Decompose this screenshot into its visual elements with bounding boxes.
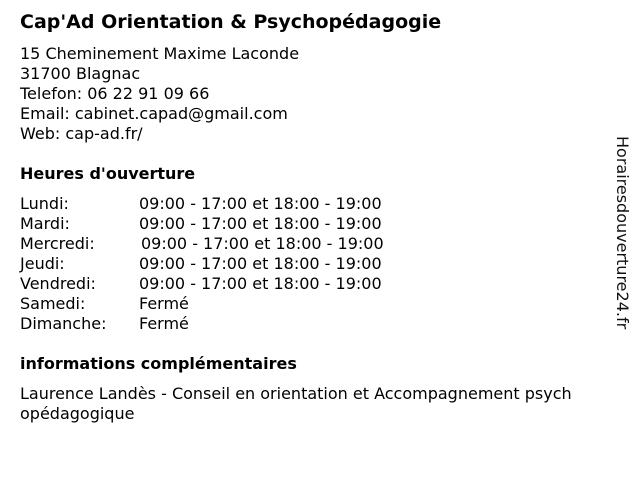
address-city: 31700 Blagnac (20, 64, 141, 83)
info-description (20, 384, 620, 424)
day-label: Samedi: (20, 294, 86, 313)
day-time: 09:00 - 17:00 et 18:00 - 19:00 (139, 274, 382, 293)
contact-block (20, 44, 299, 144)
info-heading: informations complémentaires (20, 354, 297, 373)
day-label: Mercredi: (20, 234, 95, 253)
day-label: Jeudi: (20, 254, 65, 273)
hours-heading: Heures d'ouverture (20, 164, 196, 183)
info-line-2: opédagogique (20, 404, 135, 423)
day-time: 09:00 - 17:00 et 18:00 - 19:00 (139, 214, 382, 233)
email-line: Email: cabinet.capad@gmail.com (20, 104, 288, 123)
day-label: Mardi: (20, 214, 70, 233)
info-line-1: Laurence Landès - Conseil en orientation et Accompagnement psych (20, 384, 572, 403)
day-label: Vendredi: (20, 274, 96, 293)
site-watermark: Horairesdouverture24.fr (613, 136, 632, 330)
day-time: 09:00 - 17:00 et 18:00 - 19:00 (139, 254, 382, 273)
day-time: Fermé (139, 314, 189, 333)
web-line: Web: cap-ad.fr/ (20, 124, 143, 143)
day-time: 09:00 - 17:00 et 18:00 - 19:00 (139, 194, 382, 213)
day-label: Lundi: (20, 194, 69, 213)
day-label: Dimanche: (20, 314, 107, 333)
day-time: 09:00 - 17:00 et 18:00 - 19:00 (141, 234, 384, 253)
day-time: Fermé (139, 294, 189, 313)
address-street: 15 Cheminement Maxime Laconde (20, 44, 300, 63)
business-name: Cap'Ad Orientation & Psychopédagogie (20, 11, 442, 33)
phone-line: Telefon: 06 22 91 09 66 (20, 84, 210, 103)
